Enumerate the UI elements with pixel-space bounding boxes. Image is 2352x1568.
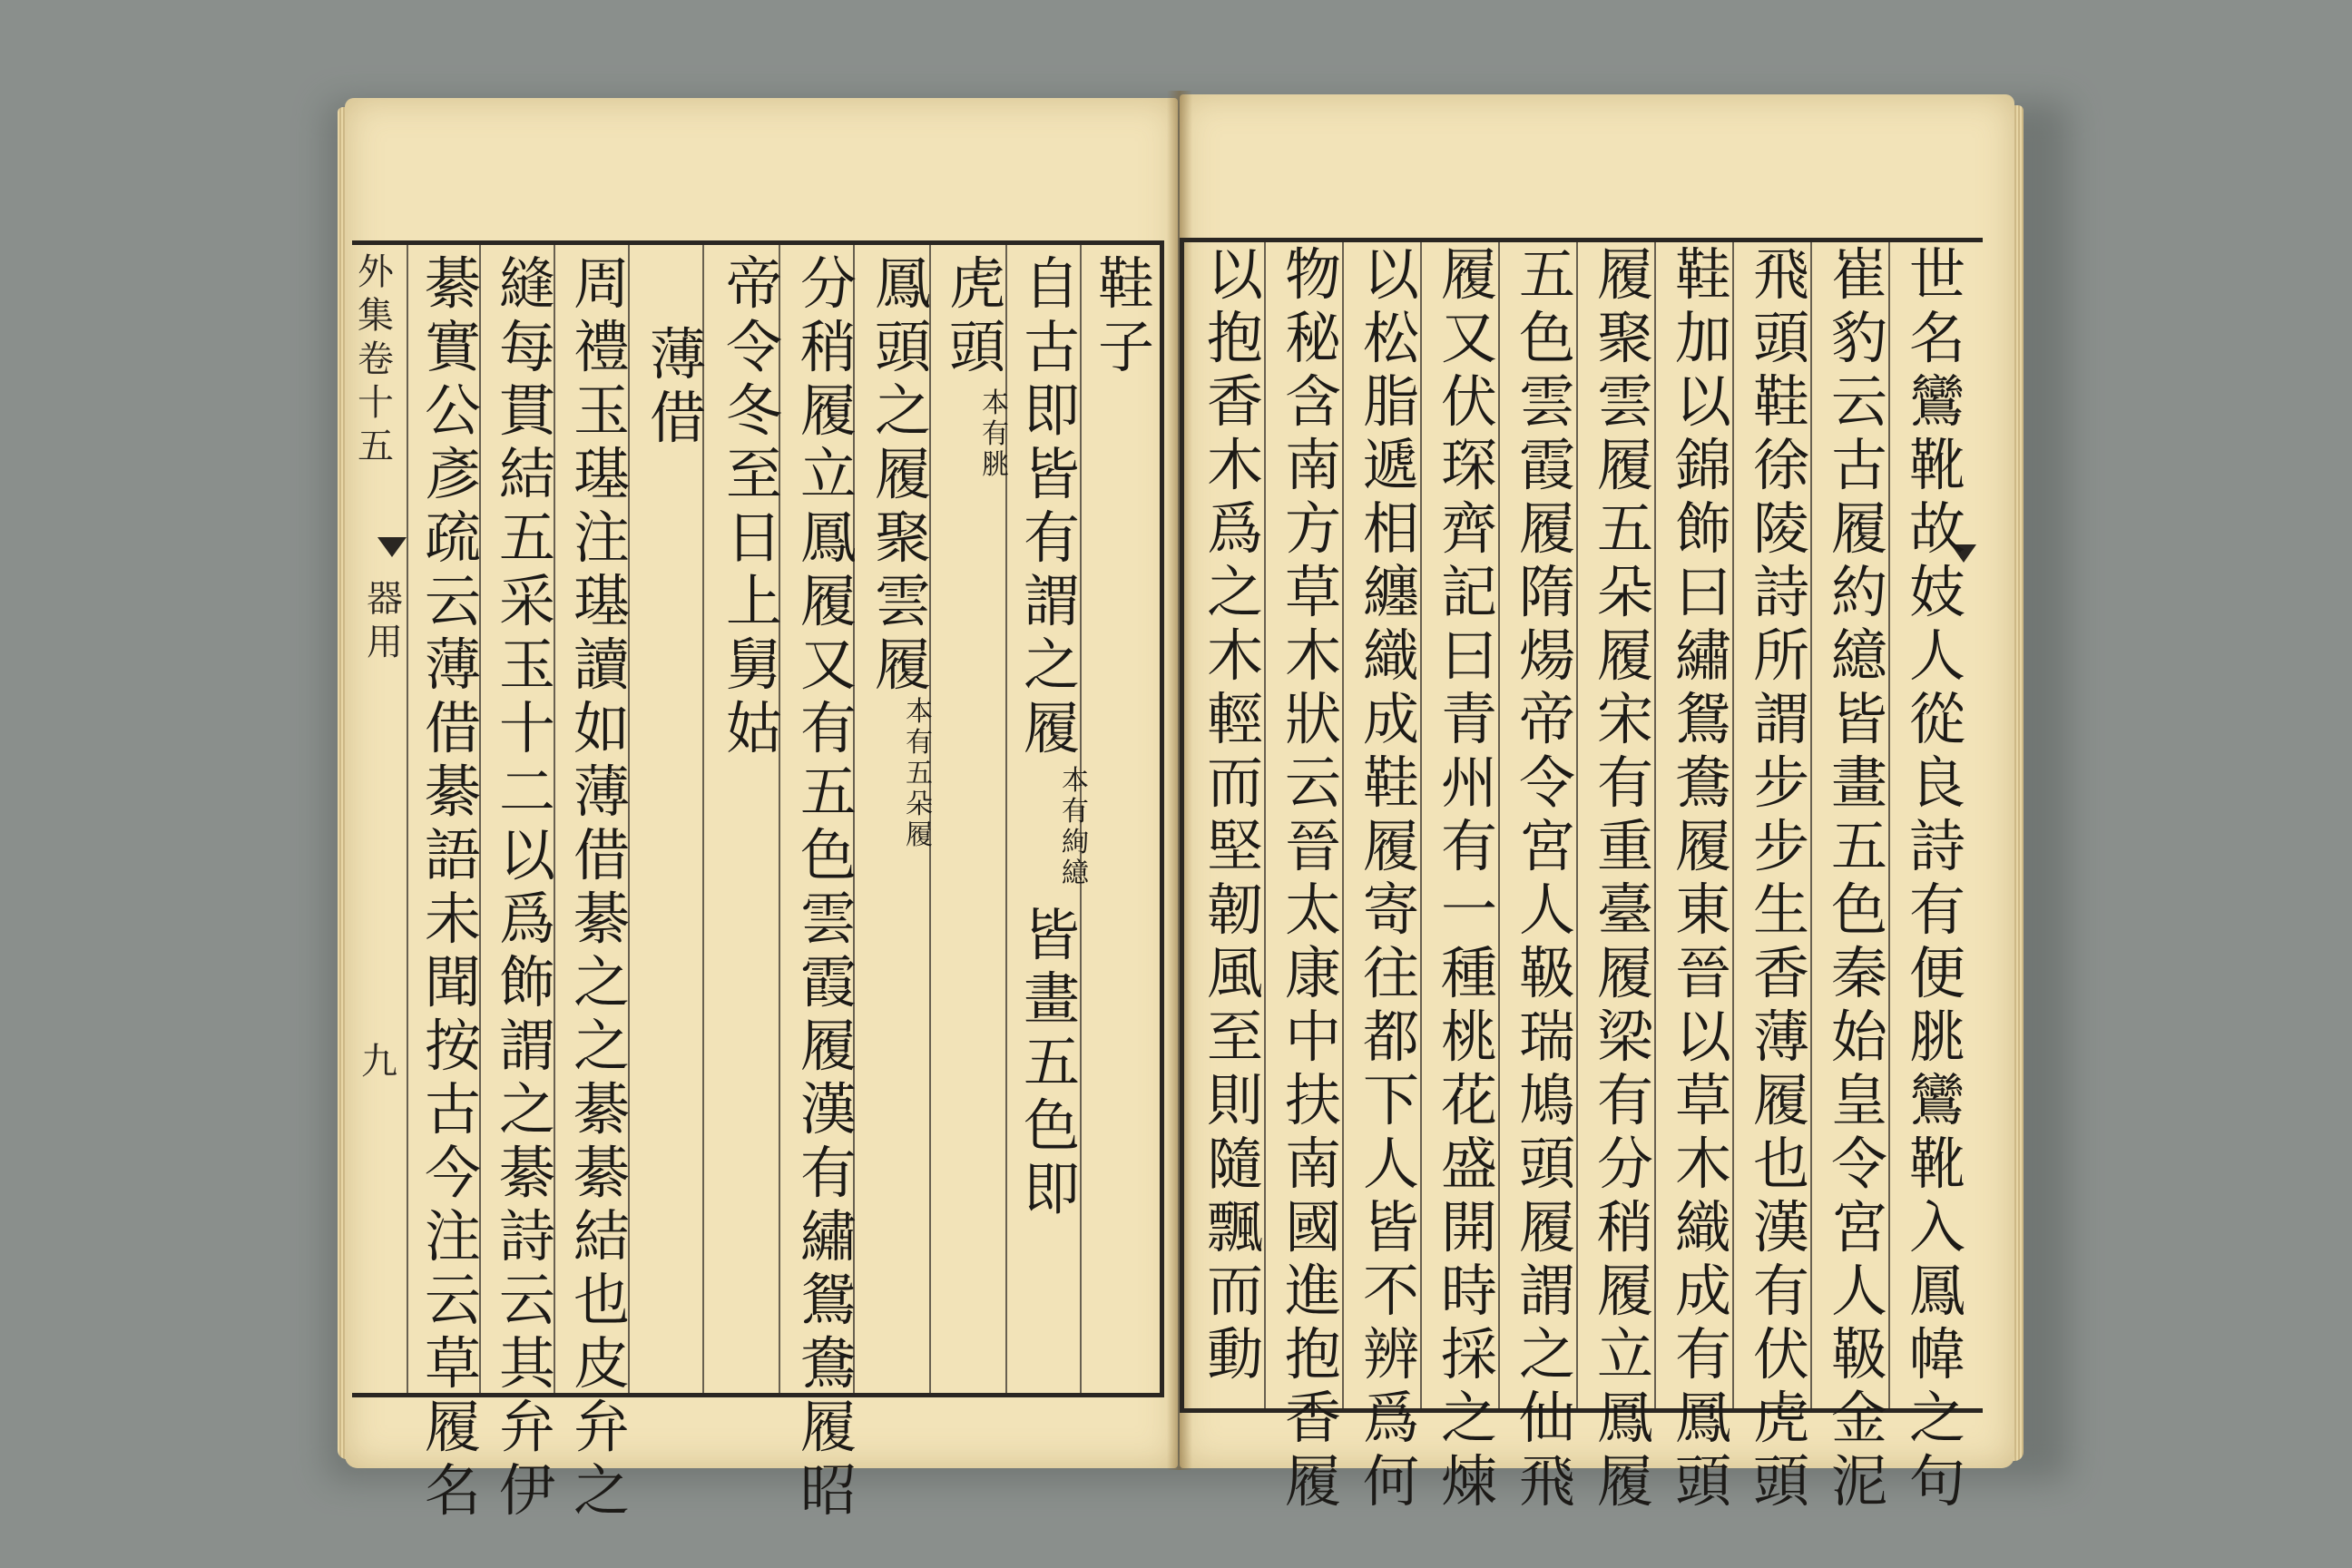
text-column — [800, 250, 858, 1526]
column-text: 履 聚 雲 履 五 朵 履 宋 有 重 臺 履 梁 有 分 稍 履 立 鳳 履 — [1597, 241, 1654, 1514]
column-rule — [1498, 242, 1500, 1408]
column-text: 崔 豹 云 古 履 約 繶 皆 畫 五 色 秦 始 皇 令 宮 人 靸 金 泥 — [1831, 241, 1888, 1514]
annotation — [982, 387, 1009, 483]
column-rule — [1342, 242, 1344, 1408]
heading-column — [650, 321, 707, 454]
text-column — [1753, 241, 1810, 1517]
text-column — [1909, 241, 1966, 1517]
column-text: 物 秘 含 南 方 草 木 狀 云 晉 太 康 中 扶 南 國 進 抱 香 履 — [1285, 241, 1342, 1514]
text-column — [1285, 241, 1342, 1517]
column-rule — [1420, 242, 1422, 1408]
column-rule — [1810, 242, 1812, 1408]
column-text: 以 松 脂 遞 相 纏 織 成 鞋 履 寄 往 都 下 人 皆 不 辨 爲 何 — [1363, 241, 1420, 1514]
margin-section-text: 器 用 — [367, 578, 403, 663]
margin-section — [367, 578, 403, 668]
annotation — [906, 696, 933, 853]
heading-bojie: 薄 借 — [650, 321, 707, 451]
margin-title — [358, 251, 394, 472]
annotation-text: 本 有 五 朵 履 — [906, 696, 933, 851]
column-text: 周 禮 玉 璂 注 璂 讀 如 薄 借 綦 之 之 綦 綦 結 也 皮 弁 之 — [573, 250, 631, 1524]
column-text: 履 又 伏 琛 齊 記 曰 青 州 有 一 種 桃 花 盛 開 時 採 之 煉 — [1441, 241, 1498, 1514]
fishtail-mark — [377, 537, 407, 557]
column-text: 縫 每 貫 結 五 采 玉 十 二 以 爲 飾 謂 之 綦 詩 云 其 弁 伊 — [499, 250, 556, 1524]
text-column — [1363, 241, 1420, 1517]
text-column — [499, 250, 556, 1526]
column-text: 分 稍 履 立 鳳 履 又 有 五 色 雲 霞 履 漢 有 繡 鴛 鴦 履 昭 — [800, 250, 858, 1524]
column-text: 以 抱 香 木 爲 之 木 輕 而 堅 韌 風 至 則 隨 飄 而 動 — [1207, 241, 1264, 1387]
text-column — [1597, 241, 1654, 1517]
column-rule — [407, 245, 408, 1393]
column-text: 自 古 即 皆 有 謂 之 履 — [1024, 250, 1081, 761]
column-rule — [1654, 242, 1656, 1408]
text-column — [573, 250, 631, 1526]
column-text: 綦 實 公 彥 疏 云 薄 借 綦 語 未 聞 按 古 今 注 云 草 履 名 — [425, 250, 482, 1524]
text-column — [875, 250, 932, 701]
annotation — [1062, 765, 1089, 891]
margin-leaf-text: 九 — [361, 1041, 397, 1083]
annotation-text: 本 有 脁 — [982, 387, 1009, 481]
column-text: 五 色 雲 霞 履 隋 煬 帝 令 宮 人 靸 瑞 鳩 頭 履 謂 之 仙 飛 — [1519, 241, 1576, 1514]
column-rule — [1264, 242, 1266, 1408]
text-column — [1519, 241, 1576, 1517]
column-text: 帝 令 冬 至 日 上 舅 姑 — [726, 250, 783, 761]
text-column — [1207, 241, 1264, 1390]
column-rule — [1888, 242, 1890, 1408]
text-column — [726, 250, 783, 764]
column-rule — [1576, 242, 1578, 1408]
margin-title-text: 外 集 卷 十 五 — [358, 251, 394, 467]
text-column — [1675, 241, 1732, 1517]
heading-xiezi: 鞋 子 — [1098, 250, 1155, 380]
column-text: 虎 頭 — [949, 250, 1006, 380]
column-text: 皆 畫 五 色 即 — [1024, 902, 1081, 1222]
column-text: 鳳 頭 之 履 聚 雲 履 — [875, 250, 932, 698]
heading-column — [1098, 250, 1155, 383]
text-column — [1441, 241, 1498, 1517]
text-column-tail — [1024, 902, 1081, 1225]
text-column — [425, 250, 482, 1526]
column-text: 世 名 鸞 靴 故 妓 人 從 良 詩 有 便 脁 鸞 靴 入 鳳 幃 之 句 — [1909, 241, 1966, 1514]
column-rule — [1732, 242, 1734, 1408]
annotation-text: 本 有 絢 繶 — [1062, 765, 1089, 889]
text-column — [1831, 241, 1888, 1517]
column-text: 飛 頭 鞋 徐 陵 詩 所 謂 步 步 生 香 薄 履 也 漢 有 伏 虎 頭 — [1753, 241, 1810, 1514]
text-column — [949, 250, 1006, 383]
text-column — [1024, 250, 1081, 764]
margin-leaf-number — [361, 1041, 397, 1087]
column-text: 鞋 加 以 錦 飾 曰 繡 鴛 鴦 履 東 晉 以 草 木 織 成 有 鳳 頭 — [1675, 241, 1732, 1514]
